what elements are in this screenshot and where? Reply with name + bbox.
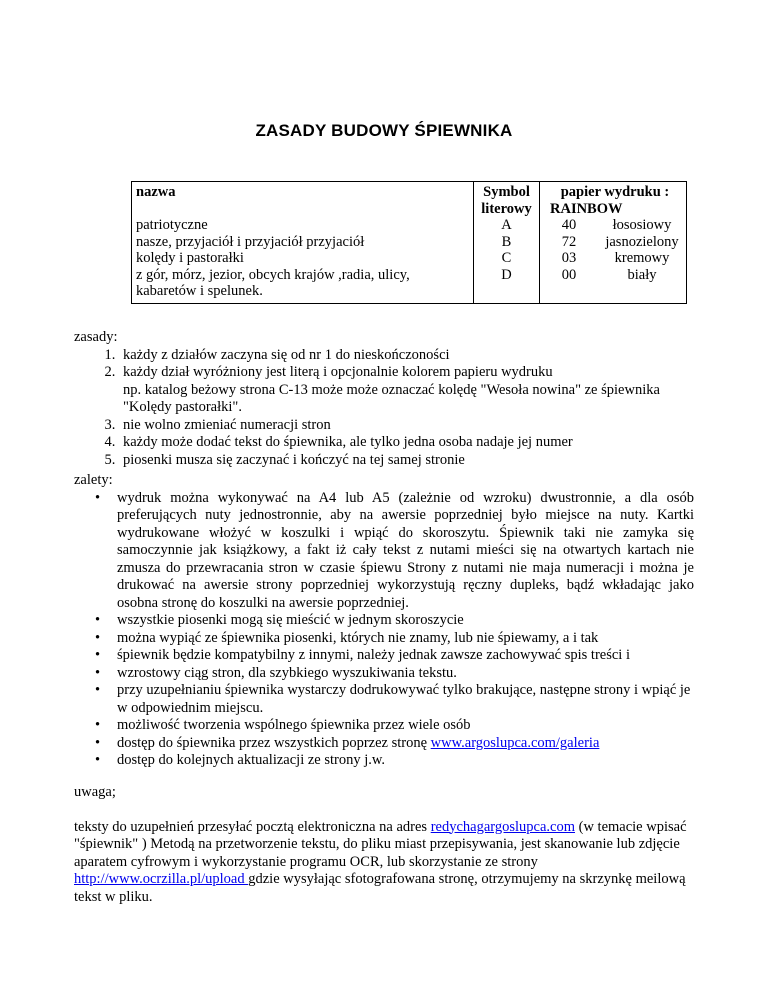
list-item: • śpiewnik będzie kompatybilny z innymi, należy jednak zawsze zachowywać spis treści i — [117, 647, 694, 665]
categories-table — [131, 181, 687, 304]
list-item: 3. nie wolno zmieniać numeracji stron — [119, 417, 694, 435]
list-item: • wydruk można wykonywać na A4 lub A5 (zależnie od wzroku) dwustronnie, a dla osób preferujących nuty jednostronnie, aby na awersie poprzedniej było miejsce na nuty. Kartki wydrukowane włożyć w koszulki i wpiąć do skoroszytu. Śpiewnik taki nie zamyka się samoczynnie jak książkowy, a fakt iż cały tekst z nutami mieści się na otwartych kartach nie zmusza do przewracania stron w czasie śpiewu Strony z nutami nie maja numeracji i można je drukować na awersie strony poprzedniej wykorzystują ręczny dupleks, bądź wkładając jako osobna stronę do koszulki na awersie poprzedniej. — [117, 490, 694, 613]
category-name: nasze, przyjaciół i przyjaciół przyjaciół — [136, 233, 365, 250]
list-item: 5. piosenki musza się zaczynać i kończyć na tej samej stronie — [119, 452, 694, 470]
document-title: ZASADY BUDOWY ŚPIEWNIKA — [255, 121, 513, 140]
email-link[interactable]: redychagargoslupca.com — [430, 818, 575, 835]
list-item: • wzrostowy ciąg stron, dla szybkiego wyszukiwania tekstu. — [117, 665, 694, 683]
name-column-cell — [132, 182, 474, 304]
table-row — [132, 182, 687, 304]
note-text: (w temacie wpisać "śpiewnik" ) Metodą na przetworzenie tekstu, do pliku miast przepisywania, jest skanowanie lub zdjęcie aparatem cyfrowym i wykorzystanie programu OCR, lub skorzystanie ze strony — [74, 818, 687, 870]
paper-row — [540, 267, 686, 284]
list-item — [119, 364, 694, 417]
header-symbol-line2: literowy — [481, 200, 532, 217]
rule-note: np. katalog beżowy strona C-13 może może oznaczać kolędę "Wesoła nowina" ze śpiewnika "Kolędy pastorałki". — [123, 381, 660, 415]
paper-color: jasnozielony — [605, 233, 679, 250]
note-heading: uwaga; — [74, 784, 116, 800]
advantage-text: dostęp do śpiewnika przez wszystkich poprzez stronę — [117, 734, 428, 751]
note-text: gdzie wysyłając sfotografowana stronę, otrzymujemy na skrzynkę meilową tekst w pliku. — [74, 871, 686, 905]
category-symbol: D — [501, 266, 512, 283]
advantages-heading: zalety: — [74, 472, 113, 488]
rule-text: każdy dział wyróżniony jest literą i opcjonalnie kolorem papieru wydruku — [123, 364, 553, 380]
paper-row — [540, 217, 686, 234]
paper-color: łososiowy — [612, 217, 672, 233]
list-item: 1. każdy z działów zaczyna się od nr 1 do nieskończoności — [119, 347, 694, 365]
header-paper-brand: RAINBOW — [550, 200, 623, 217]
rules-heading: zasady: — [74, 329, 118, 345]
note-section — [74, 784, 694, 906]
category-symbol: A — [501, 217, 512, 233]
paper-row — [540, 250, 686, 267]
advantages-list — [74, 490, 694, 770]
rules-section — [74, 329, 694, 469]
category-symbol: C — [501, 250, 512, 266]
paper-color: kremowy — [614, 250, 670, 266]
header-name: nazwa — [136, 184, 176, 200]
ocr-link[interactable]: http://www.ocrzilla.pl/upload — [74, 871, 249, 887]
rules-list — [74, 347, 694, 470]
header-paper: papier wydruku : — [560, 184, 670, 200]
paper-number: 03 — [561, 250, 577, 266]
header-symbol: Symbol — [483, 184, 530, 200]
category-symbol: B — [501, 233, 512, 250]
paper-number: 00 — [561, 266, 577, 283]
paper-row — [540, 234, 686, 251]
paper-column-cell — [540, 182, 687, 304]
advantages-section — [74, 472, 694, 770]
category-name: kolędy i pastorałki — [136, 250, 244, 266]
list-item — [117, 735, 694, 753]
list-item: • wszystkie piosenki mogą się mieścić w jednym skoroszycie — [117, 612, 694, 630]
list-item: • możliwość tworzenia wspólnego śpiewnika przez wiele osób — [117, 717, 694, 735]
category-name: z gór, mórz, jezior, obcych krajów ,radia, ulicy, — [136, 266, 410, 283]
list-item: • przy uzupełnianiu śpiewnika wystarczy dodrukowywać tylko brakujące, następne strony i wpiąć je w odpowiednim miejscu. — [117, 682, 694, 717]
note-paragraph — [74, 819, 694, 907]
gallery-link[interactable]: www.argoslupca.com/galeria — [430, 734, 600, 751]
list-item: • dostęp do kolejnych aktualizacji ze strony j.w. — [117, 752, 694, 770]
note-text: teksty do uzupełnień przesyłać pocztą elektroniczna na adres — [74, 818, 431, 835]
list-item: 4. każdy może dodać tekst do śpiewnika, ale tylko jedna osoba nadaje jej numer — [119, 434, 694, 452]
category-name: patriotyczne — [136, 217, 208, 233]
paper-color: biały — [627, 266, 657, 283]
paper-number: 72 — [561, 233, 577, 250]
category-name-continuation: kabaretów i spelunek. — [136, 283, 263, 299]
list-item: • można wypiąć ze śpiewnika piosenki, których nie znamy, lub nie śpiewamy, a i tak — [117, 630, 694, 648]
symbol-column-cell — [474, 182, 540, 304]
paper-number: 40 — [561, 217, 577, 233]
